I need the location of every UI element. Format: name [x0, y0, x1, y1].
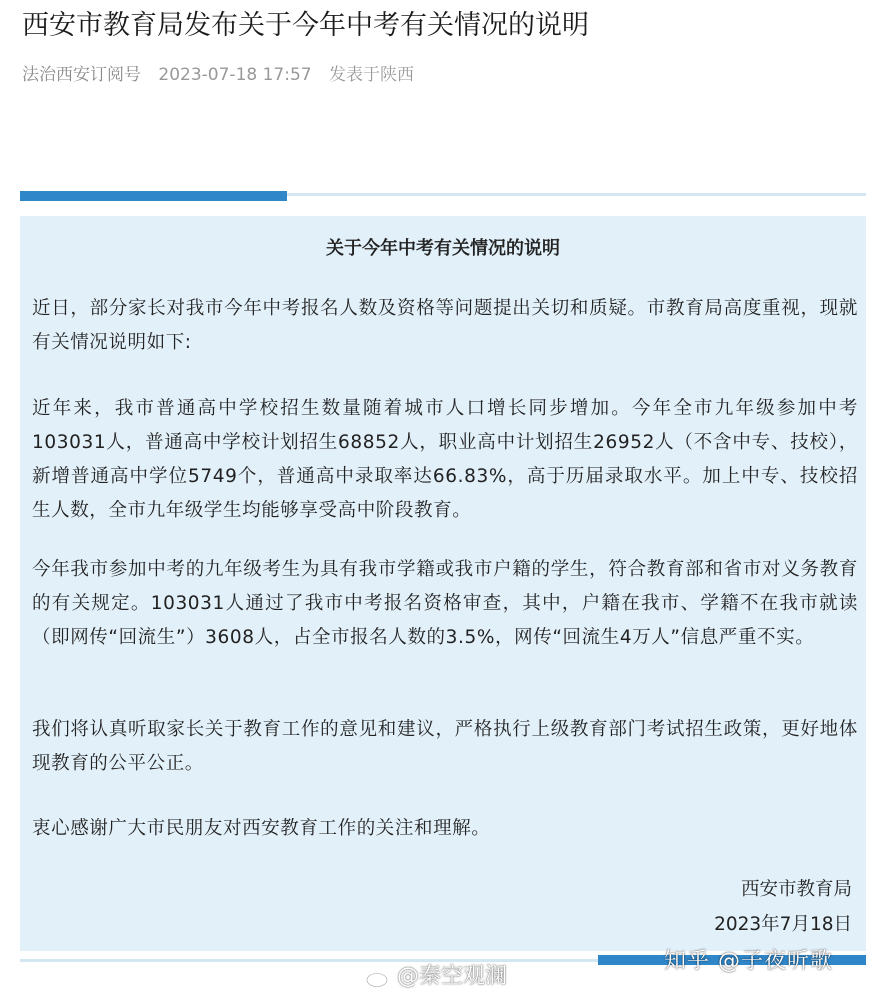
signature-organization: 西安市教育局 [740, 879, 852, 900]
notice-paragraph-5: 衷心感谢广大市民朋友对西安教育工作的关注和理解。 [32, 818, 491, 839]
notice-paragraph-3: 今年我市参加中考的九年级考生为具有我市学籍或我市户籍的学生，符合教育部和省市对义务教育的有关规定。103031人通过了我市中考报名资格审查，其中，户籍在我市、学籍不在我市就读（即网传“回流生”）3608人，占全市报名人数的3.5%，网传“回流生4万人”信息严重不实。 [32, 559, 858, 648]
article-datetime: 2023-07-18 17:57 [158, 65, 312, 85]
article-source[interactable]: 法治西安订阅号 [22, 65, 141, 85]
top-divider-accent [20, 191, 287, 201]
signature-date: 2023年7月18日 [714, 914, 852, 935]
notice-paragraph-2: 近年来，我市普通高中学校招生数量随着城市人口增长同步增加。今年全市九年级参加中考103031人，普通高中学校计划招生68852人，职业高中计划招生26952人（不含中专、技校），新增普通高中学位5749个，普通高中录取率达66.83%，高于历届录取水平。加上中专、技校招生人数，全市九年级学生均能够享受高中阶段教育。 [32, 398, 858, 521]
notice-paragraph-1: 近日，部分家长对我市今年中考报名人数及资格等问题提出关切和质疑。市教育局高度重视，现就有关情况说明如下: [32, 298, 858, 353]
notice-paragraph-4: 我们将认真听取家长关于教育工作的意见和建议，严格执行上级教育部门考试招生政策，更好地体现教育的公平公正。 [32, 719, 858, 774]
weibo-icon [365, 966, 393, 988]
notice-title: 关于今年中考有关情况的说明 [326, 238, 560, 259]
article-title: 西安市教育局发布关于今年中考有关情况的说明 [22, 10, 589, 41]
notice-panel [20, 216, 866, 951]
weibo-watermark [365, 962, 507, 992]
article-meta [22, 62, 426, 88]
weibo-handle: @秦空观澜 [397, 964, 508, 989]
zhihu-watermark: 知乎 @子夜听歌 [664, 949, 833, 974]
article-location: 发表于陕西 [329, 65, 415, 85]
